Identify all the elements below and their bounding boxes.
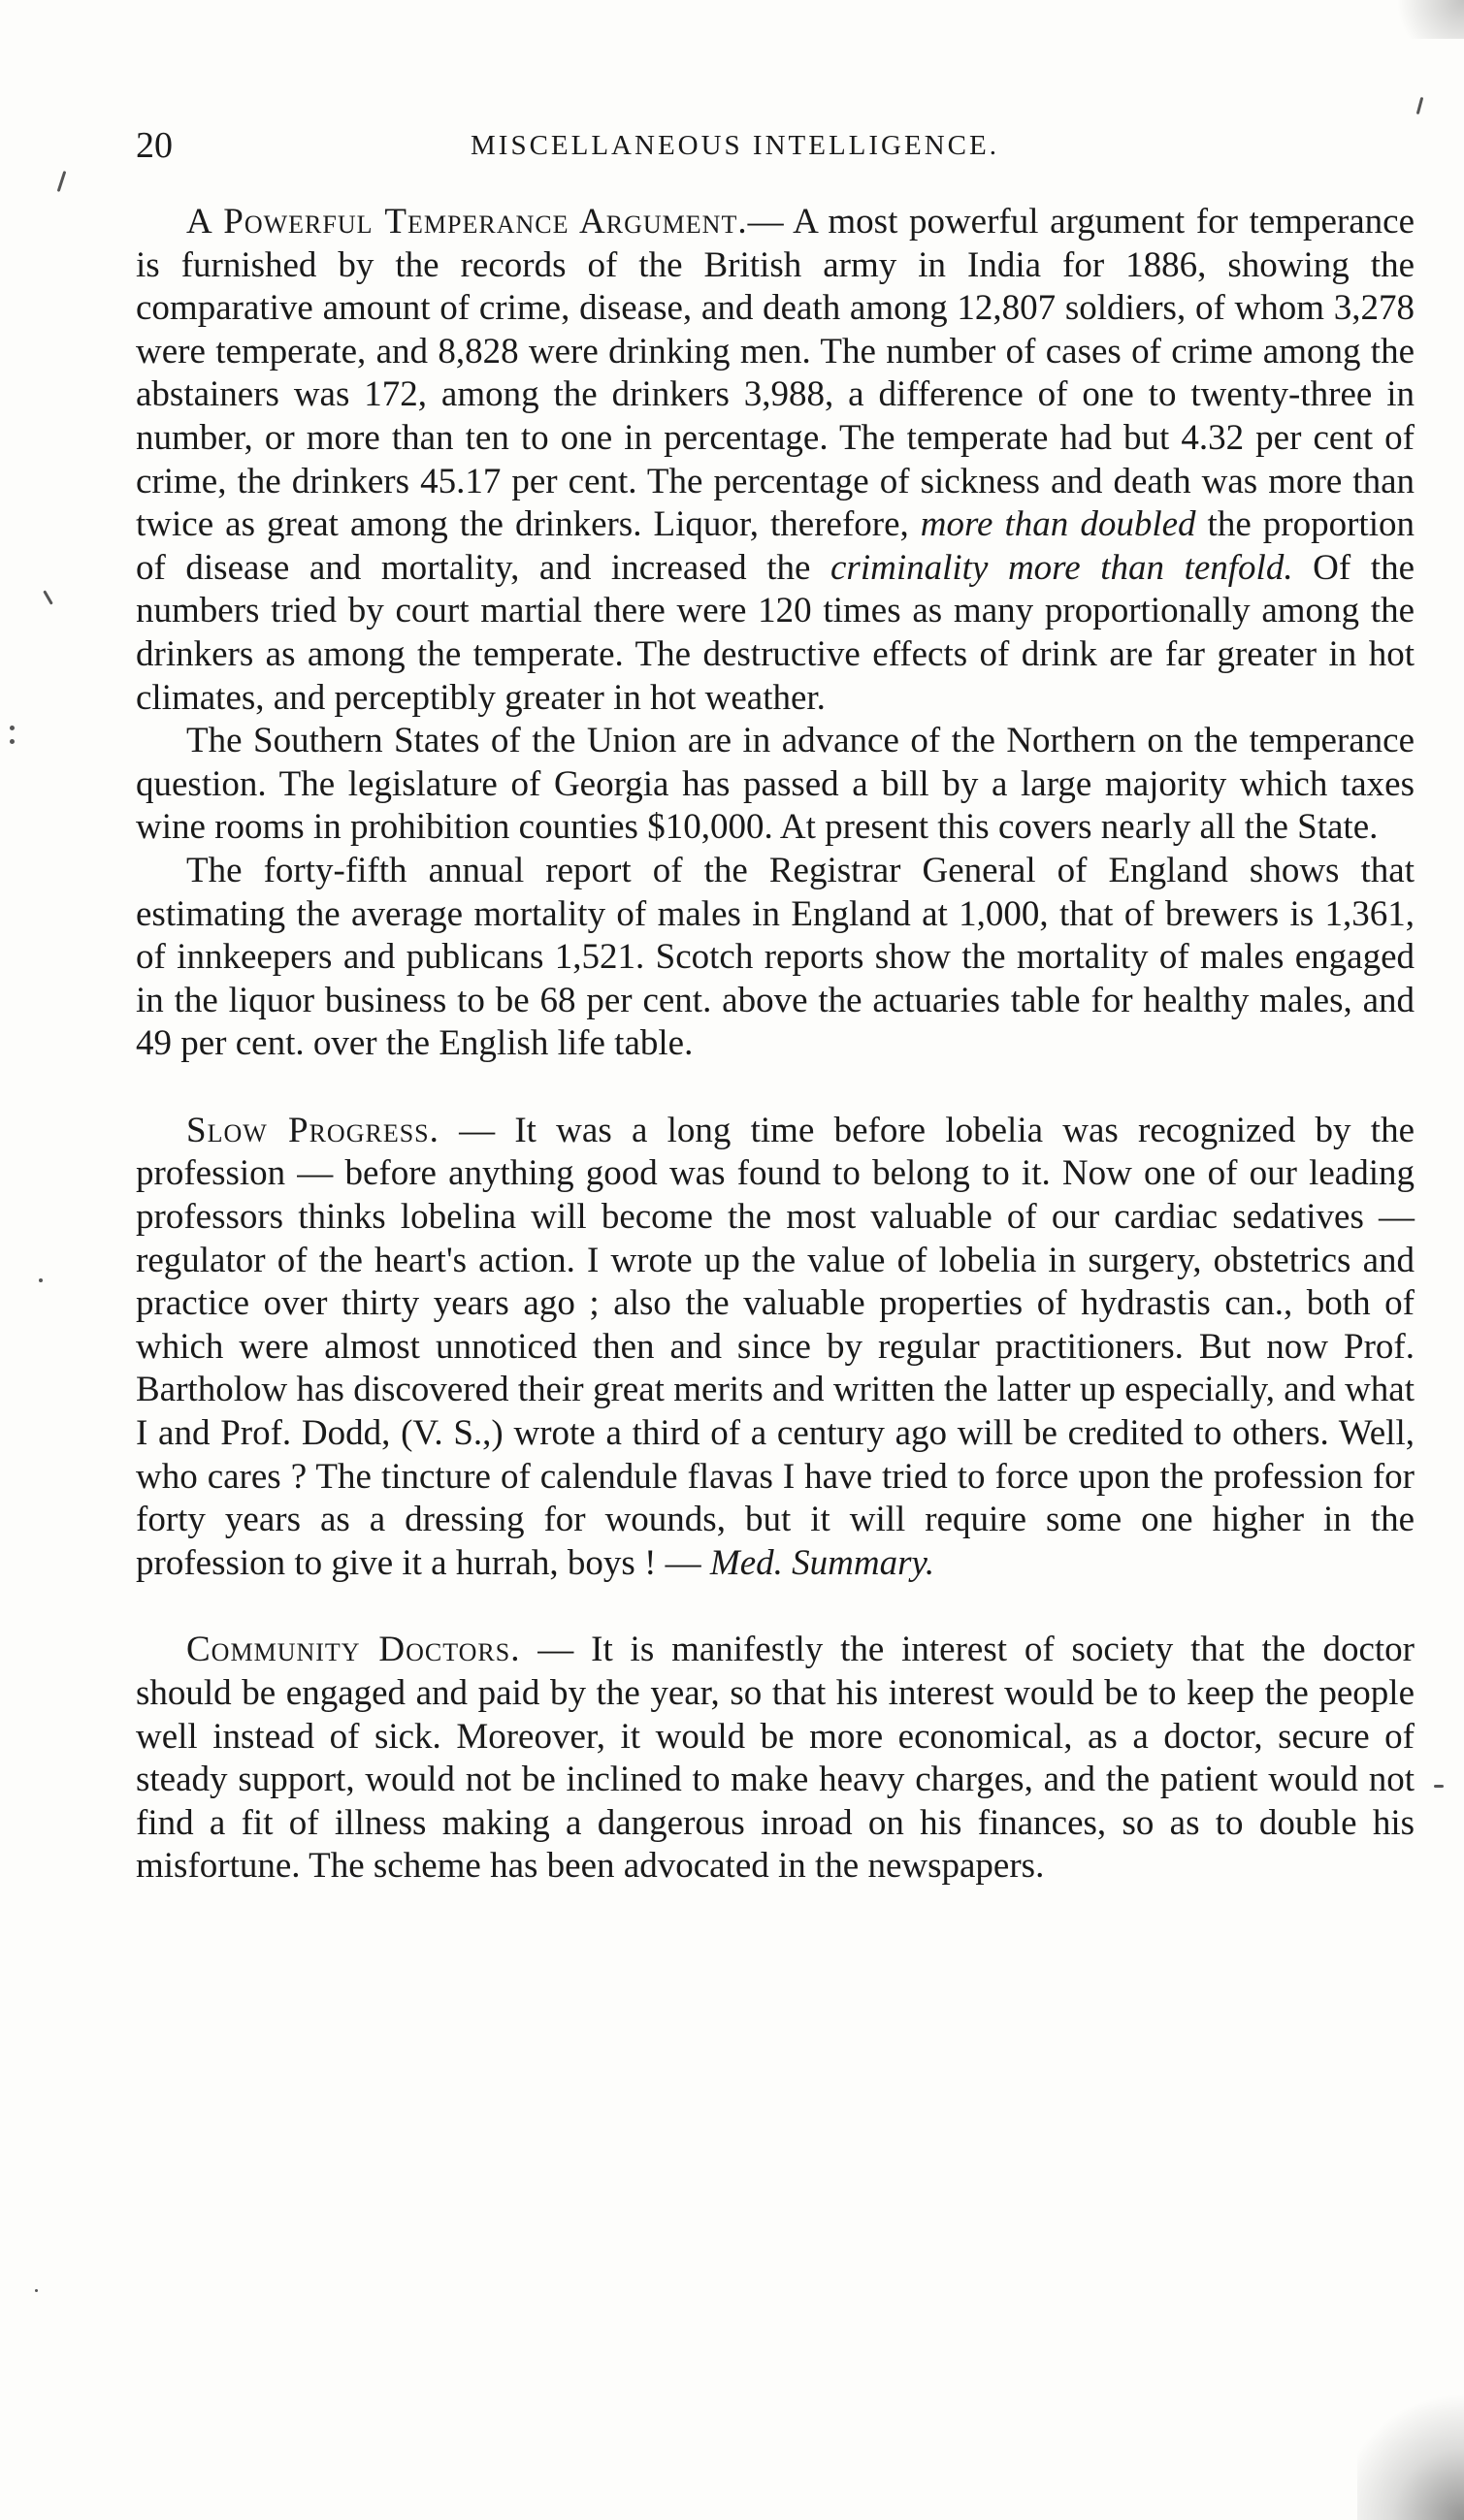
- article-community-doctors: [136, 1629, 1415, 1889]
- temperance-text-lead: — A most powerful argument for temperance is furnished by the records of the British army in India for 1886, showing the comparative amount of crime, disease, and death among 12,807 soldiers, of whom 3,278 were temperate, and 8,828 were drinking men. The number of cases of crime among the abstainers was 172, among the drinkers 3,988, a difference of one to twenty-three in number, or more than ten to one in percentage. The temperate had but 4.32 per cent of crime, the drinkers 45.17 per cent. The percentage of sickness and death was more than twice as great among the drinkers. Liquor, therefore,: [136, 202, 1415, 545]
- article-title-temperance: A Powerful Temperance Argument.: [186, 202, 748, 242]
- article-temperance-paragraph-1: [136, 201, 1415, 720]
- running-head: [136, 124, 1426, 173]
- article-slow-progress: [136, 1110, 1415, 1586]
- slow-progress-source: Med. Summary.: [709, 1542, 935, 1583]
- article-title-slow-progress: Slow Progress.: [186, 1110, 439, 1150]
- article-body: [136, 201, 1415, 1889]
- section-spacer: [136, 1585, 1415, 1629]
- scan-speck: [10, 726, 15, 730]
- scan-speck: [57, 171, 67, 192]
- scan-speck: [1434, 1785, 1444, 1788]
- scan-speck: [43, 590, 53, 604]
- temperance-emphasis-1: more than doubled: [920, 504, 1196, 545]
- temperance-text-mid: the proportion of disease and mortality, and increased the: [136, 504, 1415, 588]
- scan-speck: [10, 739, 15, 744]
- scan-speck: [39, 1278, 43, 1282]
- page-number: 20: [136, 125, 173, 166]
- community-doctors-text: — It is manifestly the interest of society that the doctor should be engaged and paid by the year, so that his interest would be to keep the people well instead of sick. Moreover, it would be more economical, as a doctor, secure of steady support, would not be inclined to make heavy charges, and the patient would not find a fit of illness making a dangerous inroad on his finances, so as to double his misfortune. The scheme has been advocated in the newspapers.: [136, 1630, 1415, 1887]
- temperance-emphasis-2: criminality more than tenfold.: [830, 547, 1293, 588]
- temperance-text-tail: Of the numbers tried by court martial there were 120 times as many proportionally among the drinkers as among the temperate. The destructive effects of drink are far greater in hot climates, and perceptibly greater in hot weather.: [136, 547, 1415, 718]
- article-temperance-paragraph-3: The forty-fifth annual report of the Registrar General of England shows that estimating the average mortality of males in England at 1,000, that of brewers is 1,361, of innkeepers and publicans 1,521. Scotch reports show the mortality of males engaged in the liquor business to be 68 per cent. above the actuaries table for healthy males, and 49 per cent. over the English life table.: [136, 850, 1415, 1064]
- page-corner-shadow: [1357, 2375, 1464, 2520]
- running-title: MISCELLANEOUS INTELLIGENCE.: [471, 130, 999, 161]
- scan-speck: [1416, 97, 1424, 114]
- scan-speck: [35, 2289, 38, 2292]
- section-spacer: [136, 1066, 1415, 1110]
- article-title-community-doctors: Community Doctors.: [186, 1630, 521, 1670]
- slow-progress-text: — It was a long time before lobelia was recognized by the profession — before anything good was found to belong to it. Now one of our leading professors thinks lobelina will become the most valuable of our cardiac sedatives — regulator of the heart's action. I wrote up the value of lobelia in surgery, obstetrics and practice over thirty years ago ; also the valuable properties of hydrastis can., both of which were almost unnoticed then and since by regular practitioners. But now Prof. Bartholow has discovered their great merits and written the latter up especially, and what I and Prof. Dodd, (V. S.,) wrote a third of a century ago will be credited to others. Well, who cares ? The tincture of calendule flavas I have tried to force upon the profession for forty years as a dressing for wounds, but it will require some one higher in the profession to give it a hurrah, boys ! —: [136, 1110, 1415, 1583]
- article-temperance-paragraph-2: The Southern States of the Union are in advance of the Northern on the temperance question. The legislature of Georgia has passed a bill by a large majority which taxes wine rooms in prohibition counties $10,000. At present this covers nearly all the State.: [136, 721, 1415, 848]
- page-corner-shadow: [1377, 0, 1464, 39]
